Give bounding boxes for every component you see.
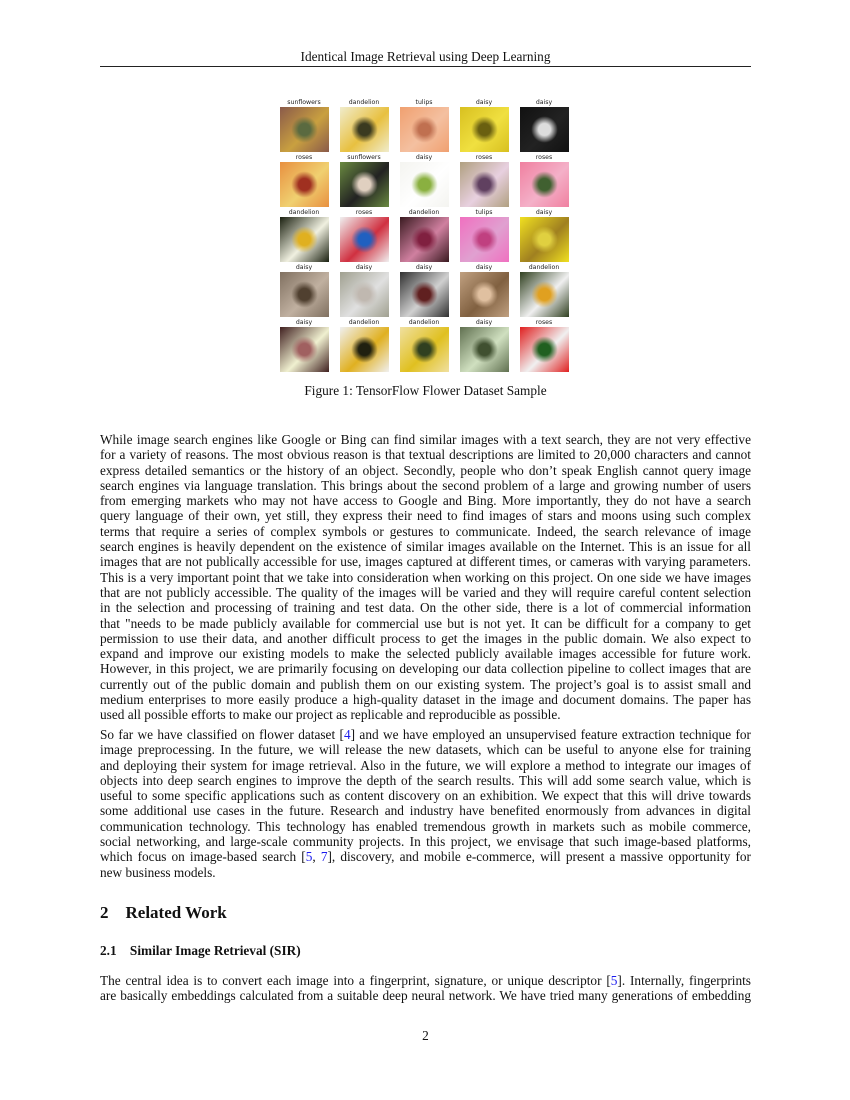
flower-sample <box>458 153 510 207</box>
text-line: The central idea is to convert each image into a fingerprint, signature, or unique descriptor [5]. Internally, fingerprints <box>100 973 751 988</box>
flower-sample <box>338 318 390 372</box>
flower-sample <box>278 318 330 372</box>
figure-caption: Figure 1: TensorFlow Flower Dataset Sample <box>304 383 547 398</box>
text-line: in the selection and processing of training and test data. On the other side, there is a lot of commercial information <box>100 600 751 616</box>
flower-image <box>460 272 509 317</box>
header-rule <box>100 66 751 67</box>
running-header: Identical Image Retrieval using Deep Learning <box>300 49 551 64</box>
flower-label: dandelion <box>348 319 380 326</box>
section-heading: 2 Related Work <box>100 903 227 922</box>
flower-image <box>400 162 449 207</box>
text-line: which focus on image-based search [5, 7], discovery, and mobile e-commerce, will present a massive opportunity for <box>100 849 751 865</box>
flower-image <box>340 272 389 317</box>
flower-image <box>460 217 509 262</box>
flower-sample <box>338 208 390 262</box>
text-line: that are not publicly accessible. The quality of the images will be varied and they will require careful content selection <box>100 584 751 600</box>
flower-image <box>460 107 509 152</box>
flower-sample <box>398 98 450 152</box>
flower-label: daisy <box>475 99 493 106</box>
text-line: images that are not publically accessible for use, images captured at different times, or cameras with varying parameters. <box>100 554 751 570</box>
text-line: express detailed semantics or the history of an object. Secondly, people who don’t speak English cannot query image <box>100 462 751 478</box>
text-line: currently out of the public domain and publish them on our existing system. The project’s goal is to assist small and <box>100 676 751 692</box>
citation-link[interactable]: 4 <box>343 727 351 742</box>
flower-image <box>280 217 329 262</box>
flower-label: dandelion <box>348 99 380 106</box>
body-paragraph-1 <box>100 432 751 723</box>
flower-image <box>520 217 569 262</box>
text-line: This is a very important point that we take into consideration when working on this project. On one side we have images <box>100 569 751 585</box>
flower-sample <box>278 98 330 152</box>
flower-image <box>520 162 569 207</box>
flower-label: daisy <box>295 264 313 271</box>
flower-label: daisy <box>475 319 493 326</box>
page-number: 2 <box>422 1028 429 1043</box>
body-paragraph-2 <box>100 727 751 880</box>
flower-label: daisy <box>295 319 313 326</box>
flower-label: daisy <box>535 209 553 216</box>
flower-image <box>460 162 509 207</box>
flower-label: dandelion <box>288 209 320 216</box>
text-line: permission to use their data, and another difficult process to get the images in the public domain. We also expect to <box>100 630 751 646</box>
text-line: query language of their own, yet still, they express their need to find images of stars and moons using such complex <box>100 508 751 524</box>
flower-sample <box>458 263 510 317</box>
citation-link[interactable]: 5 <box>305 849 313 865</box>
text-line: and deploying their system for image retrieval. Also in the future, we will explore a method to integrate our images of <box>100 757 751 773</box>
flower-label: dandelion <box>408 209 440 216</box>
text-line: medium enterprises to more easily produce a high-quality dataset in the image and document domains. The paper has <box>100 692 751 708</box>
flower-label: sunflowers <box>347 154 381 161</box>
text-line: expand and improve our existing models to make the selected publicly available images accessible for future work. <box>100 646 751 662</box>
flower-sample-grid <box>278 98 578 378</box>
flower-label: roses <box>535 319 553 326</box>
flower-label: daisy <box>415 264 433 271</box>
text-line: search engines via language translation. This brings about the second problem of a large and growing number of users <box>100 477 751 493</box>
flower-sample <box>338 263 390 317</box>
flower-label: roses <box>535 154 553 161</box>
text-line: search engines is heavily dependent on the existence of similar images available on the Internet. This is an issue for all <box>100 539 751 555</box>
flower-sample <box>278 153 330 207</box>
flower-image <box>520 272 569 317</box>
flower-image <box>280 272 329 317</box>
text-line: communication technology. This technology has enabled tremendous growth in markets such as mobile commerce, <box>100 818 751 834</box>
flower-sample <box>518 318 570 372</box>
citation-link[interactable]: 7 <box>320 849 328 865</box>
flower-sample <box>518 263 570 317</box>
flower-image <box>400 217 449 262</box>
flower-sample <box>518 153 570 207</box>
flower-sample <box>278 208 330 262</box>
text-line: useful to some specific applications such as content discovery on an exhibition. We expect that this will drive towards <box>100 788 751 804</box>
flower-label: daisy <box>355 264 373 271</box>
text-line: from emerging markets who may not have access to Google and Bing. More importantly, they do not have a search <box>100 493 751 509</box>
text-line: social networking, and large-scale community projects. In this project, we envisage that such image-based platforms, <box>100 834 751 850</box>
flower-sample <box>458 98 510 152</box>
text-line: some additional use cases in the future. Research and industry have benefited enormously from advances in digital <box>100 803 751 819</box>
flower-image <box>280 162 329 207</box>
flower-sample <box>398 153 450 207</box>
text-line: that "needs to be made publicly available for commercial use but is not yet. It can be difficult for a company to get <box>100 615 751 631</box>
flower-label: tulips <box>415 99 433 106</box>
flower-label: daisy <box>415 154 433 161</box>
flower-image <box>340 217 389 262</box>
text-line: While image search engines like Google or Bing can find similar images with a text search, they are not very effective <box>100 432 751 447</box>
flower-sample <box>338 98 390 152</box>
flower-image <box>520 327 569 372</box>
text-line: terms that require a series of complex symbols or gestures to communicate. Indeed, the search relevance of image <box>100 523 751 539</box>
text-line: used all possible efforts to make our project as replicable and reproducible as possible. <box>100 707 561 723</box>
text-line: However, in this project, we are primarily focusing on developing our data collection pipeline to collect images that are <box>100 661 751 677</box>
text-line: are basically embeddings calculated from a suitable deep neural network. We have tried many generations of embedding <box>100 988 751 1004</box>
flower-label: roses <box>295 154 313 161</box>
flower-label: roses <box>475 154 493 161</box>
flower-sample <box>398 263 450 317</box>
flower-sample <box>458 318 510 372</box>
flower-image <box>340 162 389 207</box>
flower-label: roses <box>355 209 373 216</box>
flower-sample <box>398 318 450 372</box>
flower-sample <box>278 263 330 317</box>
flower-sample <box>458 208 510 262</box>
flower-image <box>280 107 329 152</box>
flower-image <box>340 327 389 372</box>
flower-sample <box>518 98 570 152</box>
flower-sample <box>338 153 390 207</box>
flower-sample <box>518 208 570 262</box>
flower-image <box>460 327 509 372</box>
flower-image <box>400 272 449 317</box>
flower-image <box>280 327 329 372</box>
flower-label: tulips <box>475 209 493 216</box>
flower-label: daisy <box>475 264 493 271</box>
flower-image <box>400 107 449 152</box>
citation-link[interactable]: 5 <box>610 973 618 988</box>
flower-label: dandelion <box>528 264 560 271</box>
body-paragraph-3 <box>100 973 751 1004</box>
flower-label: dandelion <box>408 319 440 326</box>
text-line: So far we have classified on flower dataset [4] and we have employed an unsupervised feature extraction technique for <box>100 727 751 742</box>
subsection-heading: 2.1 Similar Image Retrieval (SIR) <box>100 943 301 958</box>
text-line: image preprocessing. In the future, we will release the new datasets, which can be useful to anyone else for training <box>100 742 751 758</box>
text-line: for a variety of reasons. The most obvious reason is that textual descriptions are limited to 20,000 characters and cannot <box>100 447 751 463</box>
flower-image <box>400 327 449 372</box>
text-line: new business models. <box>100 864 216 880</box>
flower-label: sunflowers <box>287 99 321 106</box>
text-line: objects into deep search engines to improve the depth of the search results. This will add some search value, which is <box>100 772 751 788</box>
flower-image <box>520 107 569 152</box>
flower-sample <box>398 208 450 262</box>
flower-label: daisy <box>535 99 553 106</box>
flower-image <box>340 107 389 152</box>
